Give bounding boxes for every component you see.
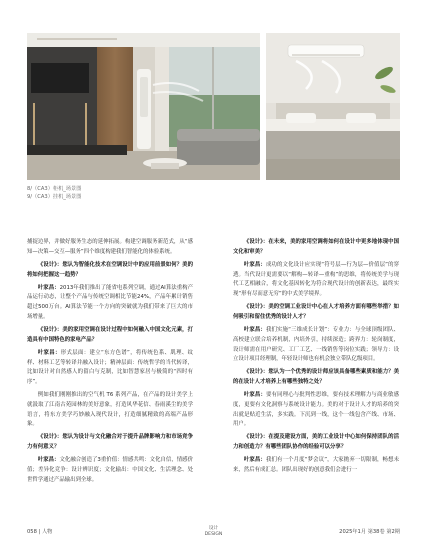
article-right-column xyxy=(233,238,399,479)
interview-question: 《设计》：您认为设计与文化融合对于提升品牌影响力和市场竞争力有何意义？ xyxy=(27,434,193,451)
issue-info: 2025年1月 第38卷 第2期 xyxy=(339,529,400,535)
bedroom-wall-ac-photo xyxy=(266,33,400,180)
speaker-label: 叶家昌： xyxy=(37,457,60,464)
footer-divider: | xyxy=(38,529,42,535)
interview-answer xyxy=(27,349,193,388)
answer-text: 形式层面：建立“东方色谱”，将传统色系、肌理、纹样、材料工艺等转译并融入设计；精神层面：传统哲学的当代转译，比如设计对自然感人的留白与克制，比如智慧家居与极简的“四时有序”。 xyxy=(27,349,193,386)
interview-question: 《设计》：美的空调工业设计中心在人才培养方面有哪些举措？如何吸引和留住优秀的设计人才？ xyxy=(233,304,399,320)
interview-question: 《设计》：美的家用空调在设计过程中如何融入中国文化元素，打造具有中国特色的家电产品？ xyxy=(27,326,193,343)
speaker-label: 叶家昌： xyxy=(37,284,60,291)
paragraph-text: 例如我们刚刚推出的空气机 T6 系列产品，在产品的设计美学上就汲取了江南古苑园林的美好意象，打造风华花信、春雨溪尘的美学语言，将东方美学巧妙融入现代设计，打造细腻精致的高端产品形象。 xyxy=(27,392,193,428)
speaker-label: 叶家昌： xyxy=(243,392,266,399)
answer-text: 2013年我们推出了能省电系列空调，通过AI算法重构产品运行动态，让整个产品与传统空调相比节能24%，产品年累计销售超过500万台。AI算法节能一个方向的突破就为我们带来了巨大的市场增量。 xyxy=(27,284,193,320)
interview-question: 《设计》：您认为一个优秀的设计师应该具备哪些素质和能力？美的在设计人才培养上有哪些独特之处？ xyxy=(233,369,399,386)
photo-captions xyxy=(27,186,81,201)
interview-answer xyxy=(233,326,399,365)
living-room-floor-ac-photo xyxy=(27,33,260,180)
paragraph xyxy=(27,391,193,430)
answer-text: 文化融合创造了3重价值：情感共鸣：文化自信，情感价值；差异化竞争：设计辨识度；文化输出：中国文化、生活理念、处世哲学通过产品输出到全球。 xyxy=(27,457,193,483)
interview-question: 《设计》：在提及建设方面，美的工业设计中心如何保持团队的活力和创造力？有哪些团队协作的经验可以分享？ xyxy=(233,434,399,451)
interview-answer xyxy=(27,456,193,485)
section-name: 人物 xyxy=(41,529,53,535)
answer-text: 成功的文化设计应实现“符号层—行为层—价值层”的穿透。当代设计更需要以“解构—转译—重构”的思维，将传统美学与现代工艺相融合，将文化基因转化为符合现代设计的创新表达，最终实现“形有尽而意无穷”的中式美学境界。 xyxy=(233,261,399,298)
speaker-label: 叶家昌： xyxy=(37,349,61,356)
magazine-name-cn: 设计 xyxy=(208,526,219,531)
paragraph-text: 捕捉边界，并做好服务生态的延伸拓展。构建空调服务新范式，从“感知—决策—交互—服务”四个维度构建我们智能化的体验系统。 xyxy=(27,239,193,255)
article-left-column xyxy=(27,238,193,489)
answer-text: 我们实施“三维成长计划”：专业力：与全球顶级团队、高校建立联合培养机制，内培外引，持续深造；跨界力：轮岗制度，设计师需在用户研究、工厂工艺、一线销售等岗位实践；领导力：设立设计项目经理制，年轻设计师也有机会独立带队亿级项目。 xyxy=(233,326,399,363)
paragraph xyxy=(27,238,193,258)
bedroom-illustration xyxy=(266,33,400,180)
page-number: 058 xyxy=(27,529,37,535)
caption-wall-ac: 9/（CA3）挂机_场景图 xyxy=(27,193,82,200)
answer-text: 要有同理心与批判性思维，要有技术理解力与商业敏感度，更要有文化洞察与系统设计能力。美的对于设计人才的培养的突出就是贴近生活，多实践。下沉到一线，这个一线包含产线、市场、用户。 xyxy=(233,392,399,428)
interview-question: 《设计》：您认为智能化技术在空调设计中的应用前景如何？美的将如何把握这一趋势？ xyxy=(27,261,193,278)
speaker-label: 叶家昌： xyxy=(243,261,266,268)
magazine-name-en: DESIGN xyxy=(204,532,223,537)
interview-answer xyxy=(233,261,399,300)
interview-answer xyxy=(27,284,193,323)
caption-floor-ac: 8/（CA3）柜机_场景图 xyxy=(27,186,82,192)
living-room-illustration xyxy=(27,33,260,180)
interview-answer xyxy=(233,391,399,430)
interview-answer xyxy=(233,456,399,476)
speaker-label: 叶家昌： xyxy=(243,326,266,333)
interview-question: 《设计》：在未来，美的家用空调将如何在设计中更多地体现中国文化和审美？ xyxy=(233,239,399,255)
answer-text: 我们有一个月度“梦会议”，大家抛弃一切限制，畅想未来，然后有成汇总。团队出现好的创意我们会进行一 xyxy=(233,457,399,474)
page-footer xyxy=(27,526,400,542)
speaker-label: 叶家昌： xyxy=(243,457,266,464)
